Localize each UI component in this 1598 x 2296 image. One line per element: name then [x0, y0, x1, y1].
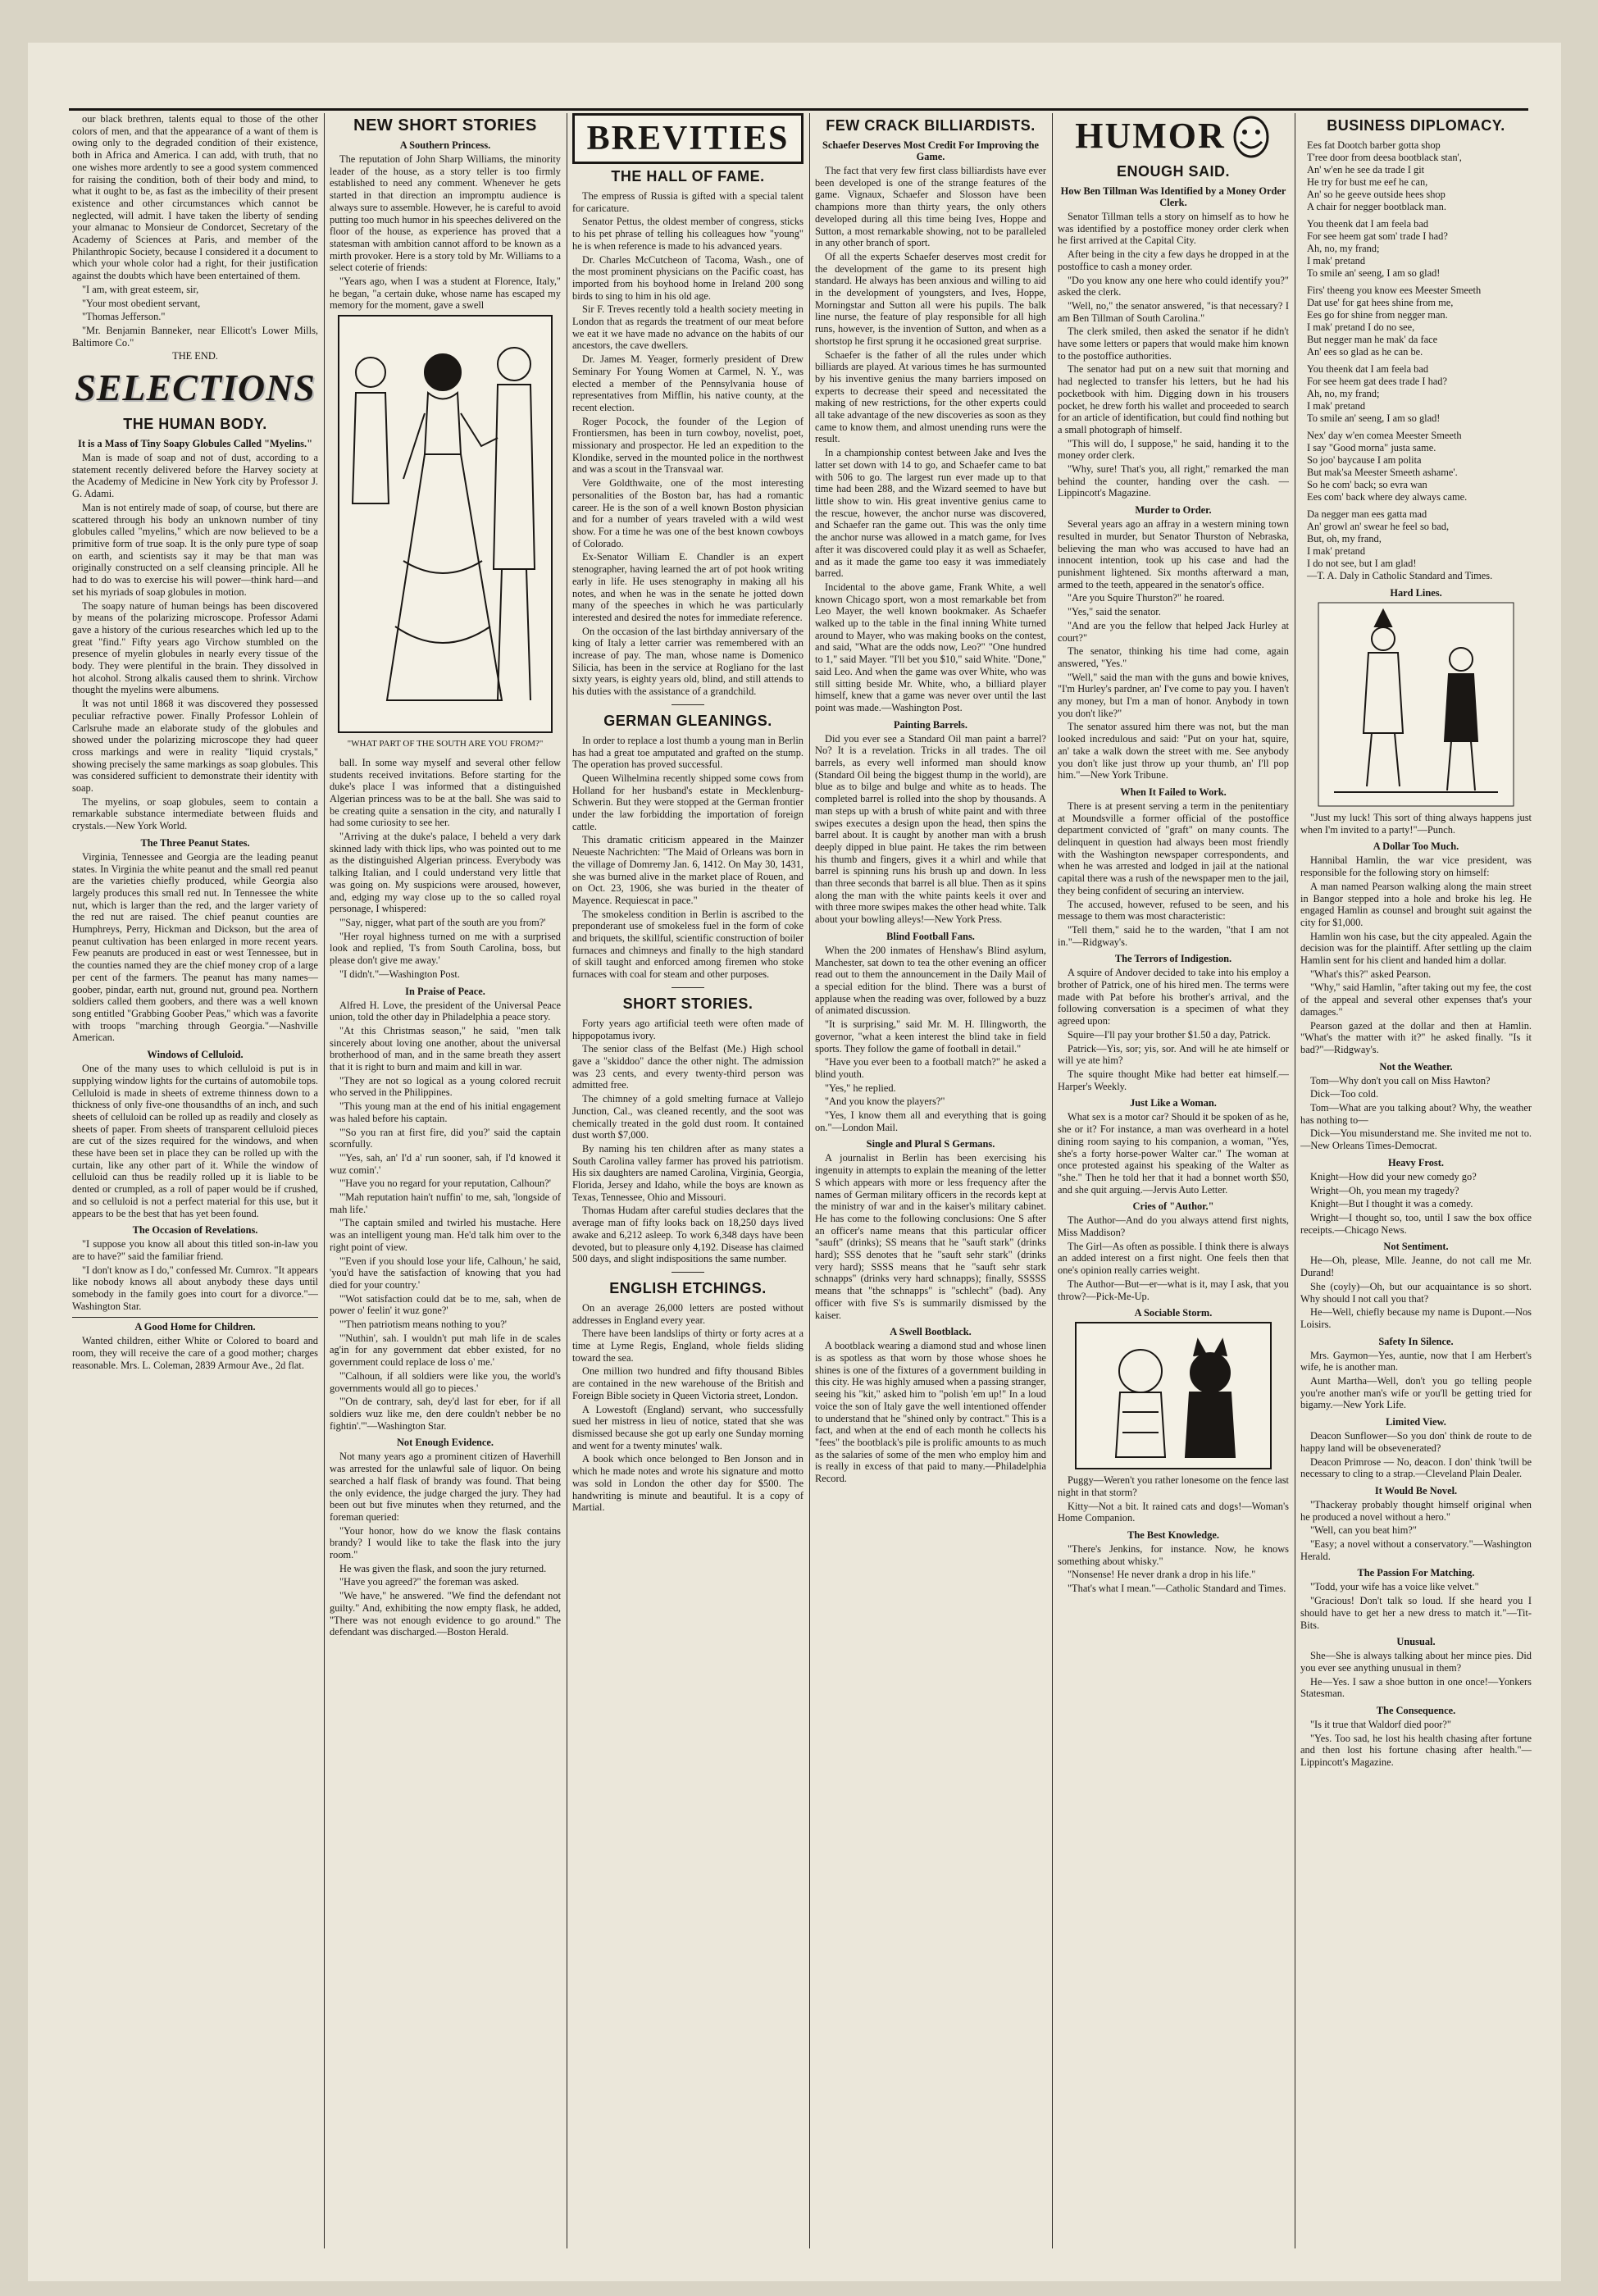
- poem-line: To smile an' seeng, I am so glad!: [1307, 267, 1441, 279]
- silence-title: Safety In Silence.: [1378, 1335, 1454, 1347]
- paragraph: "Her royal highness turned on me with a surprised look and replied, 'I's from South Carolina, boss, but please don't give me away.': [330, 930, 561, 967]
- english-etchings-title: ENGLISH ETCHINGS.: [609, 1279, 767, 1296]
- column-4: [815, 113, 1046, 2257]
- ball-illustration: [338, 315, 553, 733]
- paragraph: Alfred H. Love, the president of the Universal Peace union, told the other day in Philadelphia a peace story.: [330, 999, 561, 1023]
- paragraph: "'So you ran at first fire, did you?' said the captain scornfully.: [330, 1126, 561, 1150]
- column-divider: [1052, 113, 1053, 2248]
- paragraph: The fact that very few first class billiardists have ever been developed is one of the strange features of the game. Vignaux, Schaefer and Slosson have been champions more than thirty years, the only others developed during all this time being Ives, Hoppe and Sutton, a most remarkable showing, not to be paralleled in any other branch of sport.: [815, 165, 1046, 249]
- poem-line: I mak' pretand: [1307, 255, 1366, 266]
- poem-line: But, oh, my frand,: [1307, 533, 1382, 544]
- column-divider: [809, 113, 810, 2248]
- paragraph: After being in the city a few days he dropped in at the postoffice to cash a money order.: [1058, 248, 1289, 272]
- good-home-title: A Good Home for Children.: [72, 1317, 318, 1332]
- limited-article: [1300, 1430, 1532, 1480]
- weather-article: [1300, 1075, 1532, 1152]
- limited-title: Limited View.: [1386, 1416, 1446, 1428]
- paragraph: "Have you ever been to a football match?" he asked a blind youth.: [815, 1056, 1046, 1080]
- southern-princess-title: A Southern Princess.: [399, 139, 491, 151]
- paragraph: "I don't know as I do," confessed Mr. Cumrox. "It appears like nobody knows all about anybody these days until somebody in the family goes into court for a divorce."—Washington Star.: [72, 1264, 318, 1312]
- paragraph: He was given the flask, and soon the jury returned.: [339, 1562, 547, 1574]
- human-body-subtitle: It is a Mass of Tiny Soapy Globules Called "Myelins.": [78, 438, 312, 450]
- brevities-banner: BREVITIES: [572, 113, 804, 164]
- paragraph: "Yes," said the senator.: [1068, 606, 1161, 618]
- enough-said-article: [1058, 211, 1289, 499]
- paragraph: Senator Tillman tells a story on himself as to how he was identified by a postoffice money order clerk when he first arrived at the Capital City.: [1058, 211, 1289, 247]
- poem-line: So joo' baycause I am polita: [1307, 454, 1422, 466]
- paragraph: ball. In some way myself and several other fellow students received invitations. Before starting for the duke's place I was informed that a distinguished Algerian princess was to be at the ball. She was said to be creating quite a sensation in the city, and naturally I had some curiosity to see her.: [330, 756, 561, 829]
- paragraph: "'Say, nigger, what part of the south are you from?': [339, 916, 546, 928]
- poem-line: An' growl an' swear he feel so bad,: [1307, 521, 1450, 532]
- paragraph: A book which once belonged to Ben Jonson and in which he made notes and wrote his signature and motto was sold in London the other day for $500. The handwriting is minute and beautiful. It is a copy of Martial.: [572, 1453, 804, 1514]
- paragraph: Knight—How did your new comedy go?: [1310, 1170, 1477, 1182]
- paragraph: "Do you know any one here who could identify you?" asked the clerk.: [1058, 274, 1289, 298]
- sentiment-title: Not Sentiment.: [1383, 1241, 1449, 1253]
- paragraph: "Are you Squire Thurston?" he roared.: [1068, 592, 1225, 604]
- paragraph: "We have," he answered. "We find the defendant not guilty." And, exhibiting the now empty flask, he added, "There was not enough evidence to go around." The defendant was discharged.—Boston Herald.: [330, 1590, 561, 1638]
- paragraph: In a championship contest between Jake and Ives the latter set down with 14 to go, and Schaefer came to bat with 506 to go. The largest run ever made up to that time had been 288, and the Wizard seemed to have but little show to win. His great inventive genius came to the rescue, however, the anchor nurse was discovered, and Schaefer ran the game out. This was the only time the anchor nurse was allowed in a match game, for Ives after it was discovered could play it as well as Schaefer, and as it made the game too easy it was immediately barred.: [815, 447, 1046, 580]
- paragraph: By naming his ten children after as many states a South Carolina valley farmer has proved his patriotism. His six daughters are named Carolina, Virginia, Georgia, Florida, Jersey and Idaho, while the boys are known as Texas, Tennessee, Ohio and Missouri.: [572, 1142, 804, 1203]
- barrels-article: [815, 733, 1046, 926]
- paragraph: "Is it true that Waldorf died poor?": [1310, 1719, 1451, 1731]
- paragraph: There is at present serving a term in the penitentiary at Moundsville a former official of the postoffice department convicted of "graft" on many counts. The delinquent in question had always been most friendly with the Washington newspaper correspondents, and when he was arrested and lodged in jail at the national capital there was a rush of the newspaper men to the jail, they being confident of securing an interview.: [1058, 800, 1289, 896]
- human-body-article: [72, 452, 318, 832]
- paragraph: "This will do, I suppose," he said, handing it to the money order clerk.: [1058, 437, 1289, 462]
- schaefer-article: [815, 165, 1046, 714]
- paragraph: "Have you agreed?" the foreman was asked.: [339, 1576, 519, 1588]
- murder-title: Murder to Order.: [1135, 504, 1212, 517]
- indigestion-article: [1058, 967, 1289, 1092]
- paragraph: "Todd, your wife has a voice like velvet.": [1310, 1581, 1479, 1593]
- paragraph: Not many years ago a prominent citizen of Haverhill was arrested for the unlawful sale of liquor. On being searched a half flask of brandy was found. That being the only evidence, the judge charged the jury. They had been out but five minutes when they returned, and the foreman queried:: [330, 1451, 561, 1523]
- paragraph: Dick—You misunderstand me. She invited me not to.—New Orleans Times-Democrat.: [1300, 1128, 1532, 1152]
- poem-line: I do not see, but I am glad!: [1307, 558, 1417, 569]
- column-divider: [324, 113, 325, 2248]
- paragraph: The Author—But—er—what is it, may I ask, that you throw?—Pick-Me-Up.: [1058, 1278, 1289, 1302]
- poem-line: I say "Good morna" justa same.: [1307, 442, 1436, 453]
- paragraph: "Easy; a novel without a conservatory."—Washington Herald.: [1300, 1538, 1532, 1562]
- paragraph: "And you know the players?": [825, 1096, 945, 1108]
- paragraph: Wright—I thought so, too, until I saw the box office receipts.—Chicago News.: [1300, 1211, 1532, 1236]
- consequence-article: [1300, 1719, 1532, 1769]
- woman-title: Just Like a Woman.: [1130, 1097, 1217, 1109]
- praise-peace-article: [330, 1000, 561, 1433]
- paragraph: One million two hundred and fifty thousand Bibles are contained in the new warehouse of the British and Foreign Bible society in Queen Victoria street, London.: [572, 1365, 804, 1401]
- paragraph: Sir F. Treves recently told a health society meeting in London that as regards the treatment of our meat before we eat it we have made no advance on the habits of our ancestors, the cave dwellers.: [572, 303, 804, 352]
- new-short-stories-title: NEW SHORT STORIES: [353, 116, 537, 134]
- paragraph: "Yes, I know them all and everything that is going on."—London Mail.: [815, 1109, 1046, 1133]
- southern-princess-article: [330, 153, 561, 312]
- paragraph: Deacon Primrose — No, deacon. I don' think 'twill be necessary to cling to a strap.—Cleveland Plain Dealer.: [1300, 1456, 1532, 1480]
- paragraph: Puggy—Weren't you rather lonesome on the fence last night in that storm?: [1058, 1474, 1289, 1498]
- matching-title: The Passion For Matching.: [1357, 1567, 1475, 1579]
- paragraph: "What's this?" asked Pearson.: [1310, 968, 1432, 980]
- paragraph: Senator Pettus, the oldest member of congress, sticks to his pet phrase of telling his colleagues how "young" he is when reference is made to his advanced years.: [572, 216, 804, 252]
- knowledge-title: The Best Knowledge.: [1127, 1529, 1219, 1542]
- cat-dog-illustration: [1075, 1322, 1272, 1469]
- paragraph: "It is surprising," said Mr. M. H. Illingworth, the governor, "what a keen interest the blind take in field sports. They follow the game of football in detail.": [815, 1018, 1046, 1055]
- indigestion-title: The Terrors of Indigestion.: [1114, 953, 1232, 965]
- frost-article: [1300, 1171, 1532, 1237]
- paragraph: our black brethren, talents equal to those of the other colors of men, and that the appearance of a want of them is owing only to the degraded condition of their existence, both in Africa and America. I can add, with truth, that no one wishes more ardently to see a good system commenced for raising the condition, both of their body and mind, to what it ought to be, as fast as the imbecility of their present existence and other circumstances which cannot be neglected, will admit. I have taken the liberty of sending your almanac to Monsieur de Condorcet, Secretary of the Academy of Sciences at Paris, and member of the Philanthropic Society, because I considered it a document to which your whole color had a right, for their justification against the doubts which have been entertained of them.: [72, 113, 318, 282]
- silence-article: [1300, 1350, 1532, 1412]
- poem-line: I mak' pretand: [1307, 545, 1366, 557]
- paragraph: This dramatic criticism appeared in the Mainzer Neueste Nachrichten: "The Maid of Orleans was born in the village of Domremy Jan. 6, 1412. On May 30, 1431, she was burned alive in the market place of Rouen, and on Oct. 23, 1906, she was buried in the theater of Mayence. Requiescat in pace.": [572, 834, 804, 906]
- paragraph: The senator had put on a new suit that morning and had neglected to transfer his letters, but he had his pocketbook with him. Digging down in his trousers pocket, he drew forth his wallet and proceeded to search for an article of identification, but could find nothing but a small photograph of himself.: [1058, 363, 1289, 435]
- english-etchings-article: [572, 1302, 804, 1514]
- weather-title: Not the Weather.: [1379, 1060, 1453, 1073]
- paragraph: Schaefer is the father of all the rules under which billiards are played. At various times he has surmounted by his inventive genius the many barriers imposed on experts to decrease their speed and necessitated the making of new restrictions, for the other experts could all take advantage of the new discoveries as soon as they came to know them, and almost unending runs were the result.: [815, 348, 1046, 445]
- paragraph: Tom—What are you talking about? Why, the weather has nothing to—: [1300, 1102, 1532, 1126]
- blind-fans-article: [815, 945, 1046, 1134]
- paragraph: "'Calhoun, if all soldiers were like you, the world's governments would all go to pieces.': [330, 1369, 561, 1394]
- paragraph: A man named Pearson walking along the main street in Bangor stepped into a hole and broke his leg. He engaged Hamlin as counsel and brought suit against the city for $1,000.: [1300, 880, 1532, 928]
- paragraph: "Years ago, when I was a student at Florence, Italy," he began, "a certain duke, whose name has escaped my memory for the moment, gave a swell: [330, 276, 561, 312]
- consequence-title: The Consequence.: [1376, 1705, 1456, 1717]
- blind-fans-title: Blind Football Fans.: [886, 930, 975, 942]
- hall-of-fame-title: THE HALL OF FAME.: [611, 168, 765, 184]
- paragraph: When the 200 inmates of Henshaw's Blind asylum, Manchester, sat down to tea the other evening an officer read out to them the announcement in the Daily Mail of a special edition for the blind. There was a burst of applause when the reading was over, followed by a buzz of animated discussion.: [815, 944, 1046, 1017]
- poem-line: Ees com' back where dey always came.: [1307, 491, 1468, 503]
- poem-line: Nex' day w'en comea Meester Smeeth: [1307, 430, 1462, 441]
- paragraph: "Mr. Benjamin Banneker, near Ellicott's Lower Mills, Baltimore Co.": [72, 324, 318, 348]
- poem-line: An' w'en he see da trade I git: [1307, 164, 1425, 175]
- column-3: [572, 113, 804, 2257]
- frost-title: Heavy Frost.: [1388, 1156, 1444, 1168]
- poem-line: He try for bust me eef he can,: [1307, 176, 1428, 188]
- paragraph: Vere Goldthwaite, one of the most interesting personalities of the Boston bar, has had a romantic career. He is the son of a well known Boston physician and for a number of years traveled with a wild west show. For a time he was one of the best known cowboys of Colorado.: [572, 477, 804, 549]
- poem-line: For see heem gat dees trade I had?: [1307, 376, 1447, 387]
- paragraph: "Yes," he replied.: [825, 1082, 896, 1094]
- poem-line: You theenk dat I am feela bad: [1307, 363, 1429, 375]
- paragraph: Dr. James M. Yeager, formerly president of Drew Seminary For Young Women at Carmel, N. Y., was elected a member of the Pennsylvania house of representatives from Mifflin, his native county, at the recent election.: [572, 353, 804, 413]
- paragraph: There have been landslips of thirty or forty acres at a time at Lyme Regis, England, whole fields sliding toward the sea.: [572, 1328, 804, 1364]
- revelations-title: The Occasion of Revelations.: [132, 1224, 258, 1237]
- paragraph: Kitty—Not a bit. It rained cats and dogs!—Woman's Home Companion.: [1058, 1500, 1289, 1524]
- short-stories-title: SHORT STORIES.: [622, 995, 753, 1012]
- paragraph: Pearson gazed at the dollar and then at Hamlin. "What's the matter with it?" he asked finally. "Is it bad?"—Ridgway's.: [1300, 1019, 1532, 1055]
- paragraph: Man is made of soap and not of dust, according to a statement recently delivered before the Harvey society at the Academy of Medicine in New York city by Professor J. G. Adami.: [72, 452, 318, 500]
- paragraph: Dr. Charles McCutcheon of Tacoma, Wash., one of the most prominent physicians on the Pacific coast, has imported from his boyhood home in Ireland 200 song birds to sing to him in his old age.: [572, 253, 804, 302]
- revelations-article: [72, 1238, 318, 1312]
- praise-peace-title: In Praise of Peace.: [405, 985, 485, 997]
- storm-title: A Sociable Storm.: [1134, 1307, 1213, 1319]
- paragraph: The accused, however, refused to be seen, and his message to them was most characteristic:: [1058, 898, 1289, 922]
- paragraph: The Girl—As often as possible. I think there is always an added interest on a first night. One feels then that one's opinion really carries weight.: [1058, 1240, 1289, 1277]
- enough-said-subtitle: How Ben Tillman Was Identified by a Money Order Clerk.: [1060, 185, 1286, 208]
- paragraph: It was not until 1868 it was discovered they possessed peculiar refractive power. Finally Professor Lohlein of Carlsruhe made an elaborate study of the globules and showed under the polarizing microscope they had queer cross markings and were in reality "liquid crystals," showing precisely the same markings as soap globules. This was considered sufficient to demonstrate their identity with soap.: [72, 698, 318, 795]
- unusual-article: [1300, 1650, 1532, 1700]
- paragraph: The reputation of John Sharp Williams, the minority leader of the house, as a story teller is too firmly established to need any comment. Whenever he gets started in that direction an impromptu audience is always sure to assemble. However, he is careful to avoid putting too much humor in his speeches delivered on the floor of the house, as experience has proved that a statesman with ambition cannot afford to be known as a mirth provoker. Here is a story told by Mr. Williams to a select coterie of friends:: [330, 153, 561, 274]
- peanut-article: [72, 851, 318, 1044]
- paragraph: Dick—Too cold.: [1310, 1088, 1379, 1100]
- billiardists-title: FEW CRACK BILLIARDISTS.: [826, 117, 1036, 134]
- paragraph: What sex is a motor car? Should it be spoken of as he, she or it? For instance, a man was overheard in a hotel dining room saying to his companion, a woman, "Yes, she's a forty horse-power Walter car." The woman at once protested against his speaking of the Walter as "she." Then he told her that it had a bonnet worth $50, and she quit arguing.—Jervis Auto Letter.: [1058, 1111, 1289, 1196]
- poem-line: So he com' back; so evra wan: [1307, 479, 1427, 490]
- paragraph: "The captain smiled and twirled his mustache. Here was an intelligent young man. He'd talk him over to the right point of view.: [330, 1217, 561, 1253]
- paragraph: "Thackeray probably thought himself original when he produced a novel without a hero.": [1300, 1498, 1532, 1523]
- germans-article: [815, 1152, 1046, 1321]
- paragraph: The squire thought Mike had better eat himself.—Harper's Weekly.: [1058, 1068, 1289, 1092]
- paragraph: A Lowestoft (England) servant, who successfully sued her mistress in lieu of notice, stated that she was dismissed because she got up early one Sunday morning and went for a twenty minutes' walk.: [572, 1403, 804, 1451]
- separator: [672, 987, 704, 988]
- paragraph: The myelins, or soap globules, seem to contain a remarkable substance intermediate between fluids and crystals.—New York World.: [72, 795, 318, 832]
- woman-article: [1058, 1111, 1289, 1196]
- separator: [672, 1272, 704, 1273]
- paragraph: Deacon Sunflower—So you don' think de route to de happy land will be obsevenerated?: [1300, 1430, 1532, 1454]
- paragraph: The clerk smiled, then asked the senator if he didn't have some letters or papers that would make him known to the postoffice authorities.: [1058, 326, 1289, 362]
- storm-article: [1058, 1474, 1289, 1524]
- failed-title: When It Failed to Work.: [1120, 786, 1227, 798]
- paragraph: Did you ever see a Standard Oil man paint a barrel? No? It is a revelation. Tricks in all trades. The oil barrels, as every well informed man should know (Standard Oil being the biggest thump in the world), are blue as to bilge and bulge and white as to heads. The completed barrel is rolled into the shop by thousands. A man steps up with a brush of white paint and with three swipes executes a design upon the head, then spins the barrel about. It is caught by another man with a brush deeply dipped in blue paint. He takes the rim between his thumb and fingers, gives it a whirl and while that barrel is spinning runs his brush up and down. In less than three seconds that barrel is all blue. Then as it spins along the man with the white paints keels it over and with three more swipes makes the other head white. Talk about your bowling alleys!—New York Press.: [815, 732, 1046, 926]
- schaefer-title: Schaefer Deserves Most Credit For Improving the Game.: [822, 139, 1040, 162]
- unusual-title: Unusual.: [1396, 1636, 1436, 1648]
- poem-line: Da negger man ees gatta mad: [1307, 508, 1427, 520]
- paragraph: Queen Wilhelmina recently shipped some cows from Holland for her husband's estate in Mecklenburg-Schwerin. But they were stopped at the German frontier under the law forbidding the importation of foreign cattle.: [572, 772, 804, 832]
- paragraph: Patrick—Yis, sor; yis, sor. And will he ate himself or will ye ate him?: [1058, 1042, 1289, 1067]
- matching-article: [1300, 1581, 1532, 1631]
- column-2: [330, 113, 561, 2257]
- paragraph: She (coyly)—Oh, but our acquaintance is so short. Why should I not call you that?: [1300, 1280, 1532, 1305]
- paragraph: He—Oh, please, Mlle. Jeanne, do not call me Mr. Durand!: [1300, 1255, 1532, 1279]
- failed-article: [1058, 800, 1289, 948]
- poem-line: I mak' pretand I do no see,: [1307, 321, 1415, 333]
- author-title: Cries of "Author.": [1132, 1200, 1214, 1213]
- paragraph: "Thomas Jefferson.": [82, 311, 166, 323]
- poem-line: You theenk dat I am feela bad: [1307, 218, 1429, 230]
- ball-caption: "WHAT PART OF THE SOUTH ARE YOU FROM?": [347, 739, 544, 749]
- paragraph: Knight—But I thought it was a comedy.: [1310, 1198, 1473, 1210]
- jefferson-letter: [72, 113, 318, 348]
- paragraph: "Well, can you beat him?": [1310, 1524, 1417, 1537]
- paragraph: "Nonsense! He never drank a drop in his life.": [1068, 1569, 1256, 1581]
- paragraph: Virginia, Tennessee and Georgia are the leading peanut states. In Virginia the white peanut and the small red peanut are the varieties chiefly produced, while Georgia also largely produces this small red nut. In Tennessee the white nut, which is larger than the red, and the larger variety of the red nut are raised. The chief peanut counties are Humphreys, Perry, Hickman and Dickson, but the area of peanut cultivation has been enlarged in more recent years. Few peanuts are produced in east or west Tennessee, but in the counties named they are the chief money crop of a large per cent of the farmers. The peanut has many names—goober, pindar, earth nut, ground nut, ground pea. Northern soldiers called them goobers, and there was a well known song entitled "Grabbing Goober Peas," which was a favorite with troops "marching through Georgia."—Nashville American.: [72, 850, 318, 1044]
- column-6: [1300, 113, 1532, 2257]
- paragraph: "Gracious! Don't talk so loud. If she heard you I should have to get her a new dress to match it."—Tit-Bits.: [1300, 1595, 1532, 1631]
- hard-lines-article: [1300, 812, 1532, 836]
- good-home-text: Wanted children, either White or Colored to board and room, they will receive the care of a good mother; charges reasonable. Mrs. L. Coleman, 2839 Armour Ave., 2d flat.: [72, 1335, 318, 1371]
- knowledge-article: [1058, 1543, 1289, 1595]
- paragraph: Man is not entirely made of soap, of course, but there are scattered through his body an unknown number of tiny globules called "myelins," which are now believed to be a primitive form of true soap. It is the only pure type of soap on earth, and scientists say it may be that man was originally constructed on a self cleansing principle. All he had to do was to exercise his will power—think hard—and set his myriads of soap globules in motion.: [72, 501, 318, 598]
- paragraph: Hamlin won his case, but the city appealed. Again the decision was for the plaintiff. After settling up the claim Hamlin sent for his client and handed him a dollar.: [1300, 930, 1532, 967]
- paragraph: On the occasion of the last birthday anniversary of the king of Italy a letter carrier was remembered with an increase of pay. The man, whose name is Domenico Silicia, has been in the service at Rogliano for the last sixty years, is eighty years old, blind, and still attends to his duties with the assistance of a grandchild.: [572, 625, 804, 698]
- paragraph: "'Then patriotism means nothing to you?': [339, 1319, 507, 1331]
- selections-banner: SELECTIONS: [75, 367, 316, 409]
- paragraph: Of all the experts Schaefer deserves most credit for the development of the game to its present high standard. He always has been anxious and willing to aid in the development of youngsters, and Ives, Hoppe, Morningstar and Sutton all were his pupils. The balk line nurse, the feature of play responsible for all high runs, however, is the invention of Sutton, and when as a shortstop he first sprung it he occasioned great surprise.: [815, 250, 1046, 347]
- paragraph: She—She is always talking about her mince pies. Did you ever see anything unusual in them?: [1300, 1650, 1532, 1674]
- barrels-title: Painting Barrels.: [894, 718, 967, 731]
- paragraph: He—Yes. I saw a shoe button in one once!—Yonkers Statesman.: [1300, 1675, 1532, 1700]
- paragraph: "Your most obedient servant,: [82, 297, 201, 309]
- poem-line: To smile an' seeng, I am so glad!: [1307, 412, 1441, 424]
- paragraph: The Author—And do you always attend first nights, Miss Maddison?: [1058, 1214, 1289, 1239]
- paragraph: Aunt Martha—Well, don't you go telling people you're another man's wife or you'll be getting tried for bigamy.—New York Life.: [1300, 1375, 1532, 1411]
- paragraph: "At this Christmas season," he said, "men talk sincerely about loving one another, about the universal brotherhood of man, and in the same breath they assert that it is right to burn and maim and kill in war.: [330, 1024, 561, 1073]
- paragraph: "'Even if you should lose your life, Calhoun,' he said, 'you'd have the satisfaction of knowing that you had died for your country.': [330, 1255, 561, 1291]
- paragraph: "I suppose you know all about this titled son-in-law you are to have?" said the familiar friend.: [72, 1238, 318, 1262]
- newspaper-page: [28, 43, 1561, 2281]
- poem-line: Ees go for shine from negger man.: [1307, 309, 1448, 321]
- poem-line: Ah, no, my frand;: [1307, 243, 1380, 254]
- poem-line: —T. A. Daly in Catholic Standard and Times.: [1307, 570, 1493, 581]
- celluloid-article: [72, 1063, 318, 1219]
- paragraph: "'Wot satisfaction could dat be to me, sah, when de power o' feelin' it wuz gone?': [330, 1292, 561, 1317]
- humor-banner: [1058, 113, 1289, 159]
- paragraph: Roger Pocock, the founder of the Legion of Frontiersmen, has been in turn cowboy, novelist, poet, missionary and prospector. He led an expedition to the Klondike, served in the mounted police in the northwest and was a scout in the Transvaal war.: [572, 415, 804, 476]
- paragraph: "Your honor, how do we know the flask contains brandy? I would like to take the flask into the jury room.": [330, 1524, 561, 1561]
- paragraph: "I am, with great esteem, sir,: [82, 283, 199, 295]
- paragraph: The senior class of the Belfast (Me.) High school gave a "skiddoo" dance the other night. The admission was 23 cents, and every twenty-third person was admitted free.: [572, 1043, 804, 1091]
- paragraph: The soapy nature of human beings has been discovered by means of the polarizing microscope. Professor Adami gave a history of the curious researches which led up to the great "find." Fifty years ago Virchow stumbled on the presence of myelin globules in nearly every tissue of the body. They were plentiful in the brain. They dissolved in hot alcohol. Strong alkalis caused them to shrink. Virchow thought the myelins were albumens.: [72, 599, 318, 696]
- paragraph: "And are you the fellow that helped Jack Hurley at court?": [1058, 619, 1289, 644]
- poem-line: Firs' theeng you know ees Meester Smeeth: [1307, 285, 1482, 296]
- paragraph: On an average 26,000 letters are posted without addresses in England every year.: [572, 1301, 804, 1326]
- bootblack-title: A Swell Bootblack.: [890, 1326, 972, 1338]
- jester-mask-icon: [1231, 114, 1272, 158]
- paragraph: "Arriving at the duke's palace, I beheld a very dark skinned lady with thick lips, who was pointed out to me as the distinguished Algerian princess. Everybody was talking Italian, and I could understand very little that was going on. My suspicions were aroused, however, and, edging my way close up to the so called royal personage, I whispered:: [330, 831, 561, 915]
- paragraph: "'Have you no regard for your reputation, Calhoun?': [339, 1178, 551, 1190]
- enough-said-title: ENOUGH SAID.: [1116, 163, 1230, 180]
- poem-line: An' so he geeve outside hees shop: [1307, 189, 1445, 200]
- paragraph: One of the many uses to which celluloid is put is in supplying window lights for the curtains of automobile tops. Celluloid is made in sheets of extreme thinness down to a thickness of only five-one thousandths of an inch, and such sheets of celluloid can be rolled up as readily and closely as sheets of paper. From sheets of transparent celluloid pieces are cut of the sizes required for the windows, and when these have been set in place they can be rolled up with the curtain, like any other part of it. While the window of celluloid can thus be readily rolled up it is liable to be dented or crumpled, as a roll of paper would be if crushed, and so celluloid is not a perfect material for this use, but it appears to be the best that has yet been found.: [72, 1063, 318, 1219]
- poem-line: T'ree door from deesa bootblack stan',: [1307, 152, 1462, 163]
- paragraph: "I didn't."—Washington Post.: [339, 968, 460, 980]
- german-gleanings-title: GERMAN GLEANINGS.: [603, 712, 772, 729]
- hard-lines-title: Hard Lines.: [1390, 587, 1442, 599]
- novel-title: It Would Be Novel.: [1374, 1484, 1458, 1496]
- paragraph: "Well," said the man with the guns and bowie knives, "I'm Hurley's pardner, an' I've come to pay you. I haven't any money, but I'm a man of honor. Anybody in town you don't like?": [1058, 671, 1289, 719]
- paragraph: In order to replace a lost thumb a young man in Berlin has had a great toe amputated and grafted on the stump. The operation has proved successful.: [572, 734, 804, 771]
- dollar-title: A Dollar Too Much.: [1373, 840, 1459, 853]
- paragraph: The senator, thinking his time had come, again answered, "Yes.": [1058, 645, 1289, 669]
- celluloid-title: Windows of Celluloid.: [147, 1049, 244, 1061]
- column-5: [1058, 113, 1289, 2257]
- paragraph: "Well, no," the senator answered, "is that necessary? I am Ben Tillman of South Carolina.": [1058, 299, 1289, 324]
- poem-line: An' ees so glad as he can be.: [1307, 346, 1423, 358]
- paragraph: "This young man at the end of his initial engagement was haled before his captain.: [330, 1100, 561, 1124]
- poem-line: Ees fat Dootch barber gotta shop: [1307, 139, 1441, 151]
- paragraph: "Just my luck! This sort of thing always happens just when I'm invited to a party!"—Punch.: [1300, 812, 1532, 836]
- paragraph: The senator assured him there was not, but the man looked incredulous and said: "Put on your hat, squire, an' take a walk down the street with me. See anybody you don't like just throw up your thumb, an' I'll pop him."—New York Tribune.: [1058, 721, 1289, 781]
- poem-line: But negger man he mak' da face: [1307, 334, 1438, 345]
- paragraph: Forty years ago artificial teeth were often made of hippopotamus ivory.: [572, 1017, 804, 1041]
- murder-article: [1058, 518, 1289, 781]
- poem-line: But mak'sa Meester Smeeth ashame'.: [1307, 467, 1458, 478]
- paragraph: Ex-Senator William E. Chandler is an expert stenographer, having learned the art of pot hook writing early in life. He uses stenography in making all his notes, and when he was in the senate he jotted down many of the speeches in which he was particularly interested and desired the notes for immediate reference.: [572, 551, 804, 623]
- dollar-article: [1300, 854, 1532, 1055]
- novel-article: [1300, 1499, 1532, 1563]
- german-gleanings-article: [572, 735, 804, 981]
- humor-banner-text: HUMOR: [1075, 116, 1226, 156]
- paragraph: The chimney of a gold smelting furnace at Vallejo Junction, Cal., was cleaned recently, and the soot was chemically treated in the gold dust room. It contained dust worth $7,000.: [572, 1093, 804, 1141]
- paragraph: Several years ago an affray in a western mining town resulted in murder, but Senator Thurston of Nebraska, believing the man who was accused to have had an innocent intention, took up his case and had the punishment lightened. Six months afterward a man, armed to the teeth, appeared in the senator's office.: [1058, 518, 1289, 590]
- paragraph: Hannibal Hamlin, the war vice president, was responsible for the following story on himself:: [1300, 854, 1532, 879]
- short-stories-article: [572, 1018, 804, 1265]
- poem-line: I mak' pretand: [1307, 400, 1366, 412]
- column-1: [72, 113, 318, 2257]
- poem-line: Ah, no, my frand;: [1307, 388, 1380, 399]
- top-rule: [69, 108, 1528, 111]
- paragraph: Wright—Oh, you mean my tragedy?: [1310, 1184, 1459, 1196]
- paragraph: "Why," said Hamlin, "after taking out my fee, the cost of the appeal and several other expenses that's your damages.": [1300, 982, 1532, 1018]
- southern-princess-article-2: [330, 757, 561, 981]
- paragraph: Squire—I'll pay your brother $1.50 a day, Patrick.: [1068, 1028, 1271, 1041]
- paragraph: "Tell them," said he to the warden, "that I am not in."—Ridgway's.: [1058, 923, 1289, 948]
- evidence-title: Not Enough Evidence.: [396, 1437, 494, 1449]
- bootblack-article: [815, 1340, 1046, 1484]
- peanut-title: The Three Peanut States.: [140, 836, 250, 849]
- author-article: [1058, 1214, 1289, 1302]
- paragraph: Tom—Why don't you call on Miss Hawton?: [1310, 1074, 1491, 1086]
- paragraph: A squire of Andover decided to take into his employ a brother of Patrick, one of his hired men. The terms were made with Pat before his brother's arrival, and the following conversation is a specimen of what they agreed upon:: [1058, 967, 1289, 1027]
- paragraph: The smokeless condition in Berlin is ascribed to the preponderant use of smokeless fuel in the form of coke and briquets, the skillful, scientific construction of boiler furnaces and chimneys and finally to the high standard of skill taught and enforced among firemen who stoke furnaces with coal for steam and other purposes.: [572, 908, 804, 981]
- paragraph: He—Well, chiefly because my name is Dupont.—Nos Loisirs.: [1300, 1306, 1532, 1330]
- paragraph: "'Mah reputation hain't nuffin' to me, sah, 'longside of mah life.': [330, 1191, 561, 1215]
- hard-lines-cartoon: [1318, 602, 1514, 807]
- paragraph: A bootblack wearing a diamond stud and whose linen is as spotless as that worn by those whose shoes he shines is one of the fixtures of a government building in this city. He was highly amused when a passing stranger, seeing his "kit," asked him to "polish 'em up!" In a loud voice the son of Italy gave the well intentioned offender to understand that he "shined only by contract." This is a fact, and when at the end of each month he collects his "fees" the bootblack's pile is prolific amounts to as much as the salaries of some of the men who employ him and is really in excess of that paid to many.—Philadelphia Record.: [815, 1340, 1046, 1485]
- paragraph: A journalist in Berlin has been exercising his ingenuity in attempts to explain the meaning of the letter S which appears with more or less frequency after the names of German military officers in the records kept at the ministry of war and in the kaiser's military cabinet. He has come to the following conclusions: One S after an officer's name means that this particular officer "sauft" (drinks); SS means that he "sauft stark" (drinks hard); SSS denotes that he "sauft sehr stark" (drinks very hard); SSSS means that he "sauft sehr stark schnapps" (drinks very hard schnapps); finally, SSSSS means that "the schnapps" is "schlecht" (bad). Any officer with five S's is summarily dismissed by the kaiser.: [815, 1152, 1046, 1321]
- paragraph: "'Nuthin', sah. I wouldn't put mah life in de scales ag'in for any government dat ebber existed, for no government could replace de loss o' me.': [330, 1332, 561, 1369]
- paragraph: The empress of Russia is gifted with a special talent for caricature.: [572, 190, 804, 214]
- paragraph: "They are not so logical as a young colored recruit who served in the Philippines.: [330, 1074, 561, 1099]
- paragraph: "Yes. Too sad, he lost his health chasing after fortune and then lost his fortune chasing after health."—Lippincott's Magazine.: [1300, 1732, 1532, 1769]
- separator: [672, 704, 704, 705]
- germans-title: Single and Plural S Germans.: [866, 1138, 995, 1150]
- human-body-title: THE HUMAN BODY.: [123, 416, 267, 433]
- sentiment-article: [1300, 1255, 1532, 1330]
- poem-line: A chair for negger bootblack man.: [1307, 201, 1446, 212]
- paragraph: "There's Jenkins, for instance. Now, he knows something about whisky.": [1058, 1543, 1289, 1567]
- dialect-poem: [1307, 139, 1532, 582]
- hall-of-fame-article: [572, 190, 804, 698]
- paragraph: Mrs. Gaymon—Yes, auntie, now that I am Herbert's wife, he is another man.: [1300, 1349, 1532, 1374]
- evidence-article: [330, 1451, 561, 1638]
- paragraph: Thomas Hudam after careful studies declares that the average man of fifty looks back on 18,250 days lived awake and 6,212 asleep. To work 6,348 days have been devoted, but to pleasure only 4,192. Disease has claimed 500 days, and slight indispositions the same number.: [572, 1205, 804, 1265]
- paragraph: "That's what I mean."—Catholic Standard and Times.: [1068, 1583, 1286, 1595]
- poem-line: Dat use' for gat hees shine from me,: [1307, 297, 1454, 308]
- poem-line: For see heem gat som' trade I had?: [1307, 230, 1448, 242]
- paragraph: "'Yes, sah, an' I'd a' run sooner, sah, if I'd knowed it wuz comin'.': [330, 1151, 561, 1176]
- paragraph: "Why, sure! That's you, all right," remarked the man behind the counter, handing over the cash. — Lippincott's Magazine.: [1058, 463, 1289, 499]
- paragraph: Incidental to the above game, Frank White, a well known Chicago sport, won a most remarkable bet from Leo Mayer, the well known bookmaker. As Schaefer walked up to the table in the final inning White turned around to Mayer, who was making books on the contest, and said, "What are the odds now, Leo?" "One hundred to 1," said Mayer. "I'll bet you $10," said White. "Done," said Leo. And when the game was over White, who was still sitting beside Mr. White, who, a billiard player himself, knew that a game was never over until the last point was made.—Washington Post.: [815, 581, 1046, 713]
- paragraph: "'On de contrary, sah, dey'd last for eber, for if all soldiers wuz like me, den dere couldn't nebber be no fightin'.'"—Washington Star.: [330, 1396, 561, 1432]
- the-end-label: THE END.: [172, 350, 218, 362]
- business-diplomacy-title: BUSINESS DIPLOMACY.: [1327, 117, 1505, 134]
